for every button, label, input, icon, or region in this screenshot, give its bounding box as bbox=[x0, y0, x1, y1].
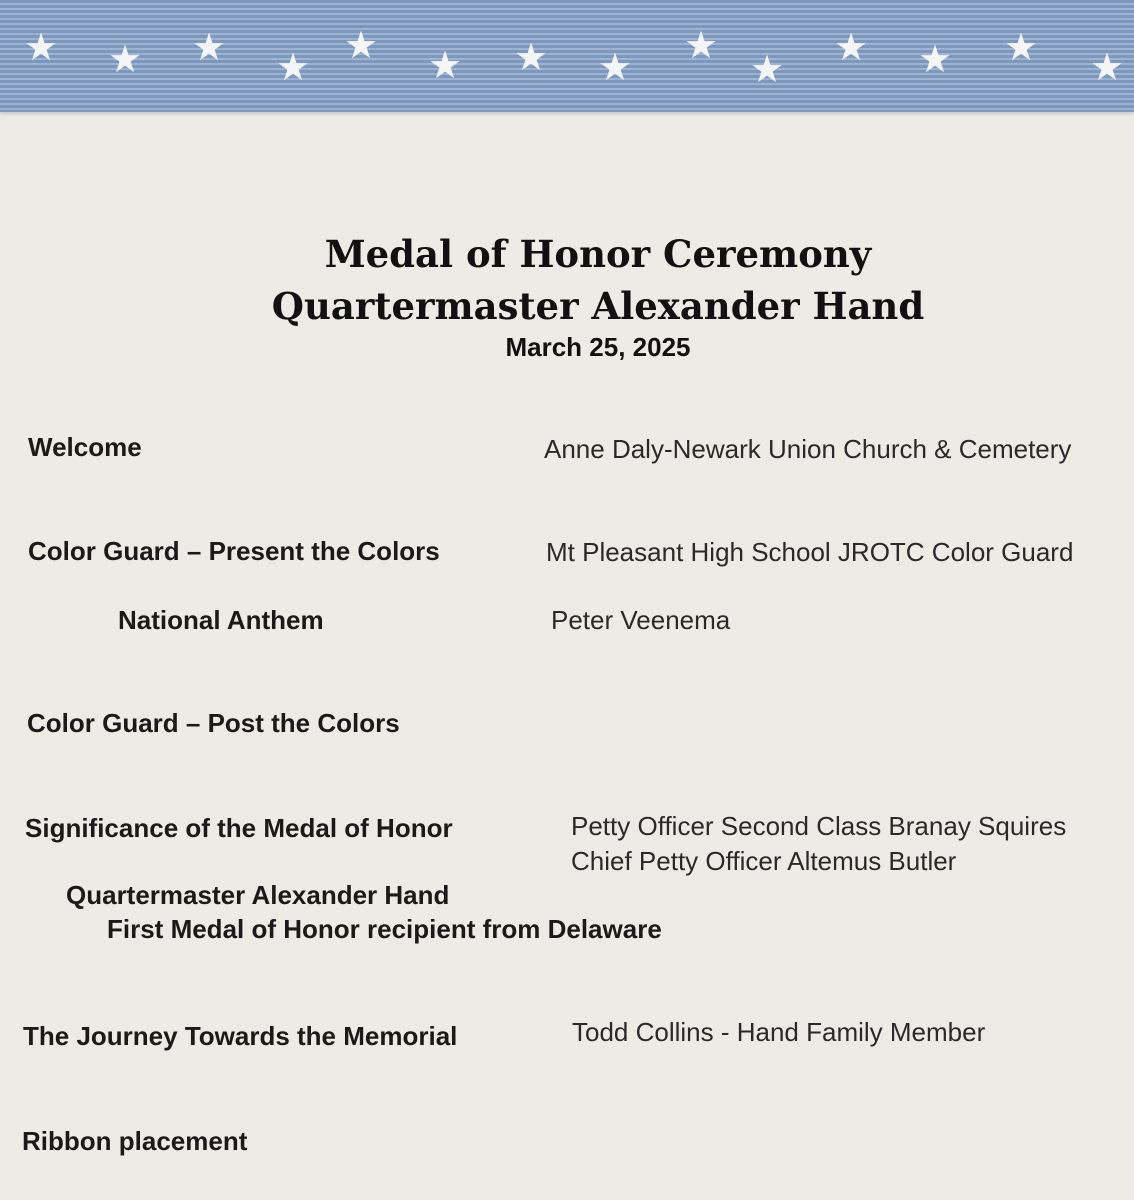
program-item-welcome: Welcome bbox=[28, 432, 142, 462]
program-item-national-anthem: National Anthem bbox=[118, 605, 324, 635]
program-item-ribbon: Ribbon placement bbox=[22, 1126, 248, 1156]
star-icon: ★ bbox=[192, 25, 227, 69]
program-item-present-colors: Color Guard – Present the Colors bbox=[28, 536, 440, 566]
program-item-post-colors: Color Guard – Post the Colors bbox=[27, 708, 400, 738]
honoree-subtitle: First Medal of Honor recipient from Delaware bbox=[107, 914, 662, 944]
star-icon: ★ bbox=[918, 37, 953, 81]
star-icon: ★ bbox=[108, 37, 143, 81]
presenter-national-anthem: Peter Veenema bbox=[551, 605, 731, 635]
star-icon: ★ bbox=[750, 47, 785, 91]
presenter-welcome: Anne Daly-Newark Union Church & Cemetery bbox=[544, 434, 1072, 464]
presenter-present-colors: Mt Pleasant High School JROTC Color Guard bbox=[546, 537, 1074, 567]
honoree-title: Quartermaster Alexander Hand bbox=[271, 284, 925, 328]
star-icon: ★ bbox=[598, 45, 633, 89]
presenter-significance-2: Chief Petty Officer Altemus Butler bbox=[571, 846, 957, 876]
star-icon: ★ bbox=[514, 35, 549, 79]
star-icon: ★ bbox=[1090, 45, 1125, 89]
star-icon: ★ bbox=[684, 23, 719, 67]
program-item-journey: The Journey Towards the Memorial bbox=[23, 1021, 458, 1051]
star-icon: ★ bbox=[1004, 25, 1039, 69]
presenter-significance-1: Petty Officer Second Class Branay Squires bbox=[571, 811, 1067, 841]
ceremony-date: March 25, 2025 bbox=[505, 332, 691, 362]
star-icon: ★ bbox=[344, 23, 379, 67]
page-title: Medal of Honor Ceremony bbox=[324, 232, 872, 276]
program-item-honoree: Quartermaster Alexander Hand bbox=[66, 880, 450, 910]
star-icon: ★ bbox=[834, 25, 869, 69]
star-icon: ★ bbox=[276, 45, 311, 89]
stars-stripes-banner bbox=[0, 0, 1134, 112]
program-header bbox=[0, 228, 1134, 362]
program-item-significance: Significance of the Medal of Honor bbox=[25, 813, 453, 843]
presenter-journey: Todd Collins - Hand Family Member bbox=[572, 1017, 986, 1047]
star-icon: ★ bbox=[428, 43, 463, 87]
star-icon: ★ bbox=[24, 25, 59, 69]
